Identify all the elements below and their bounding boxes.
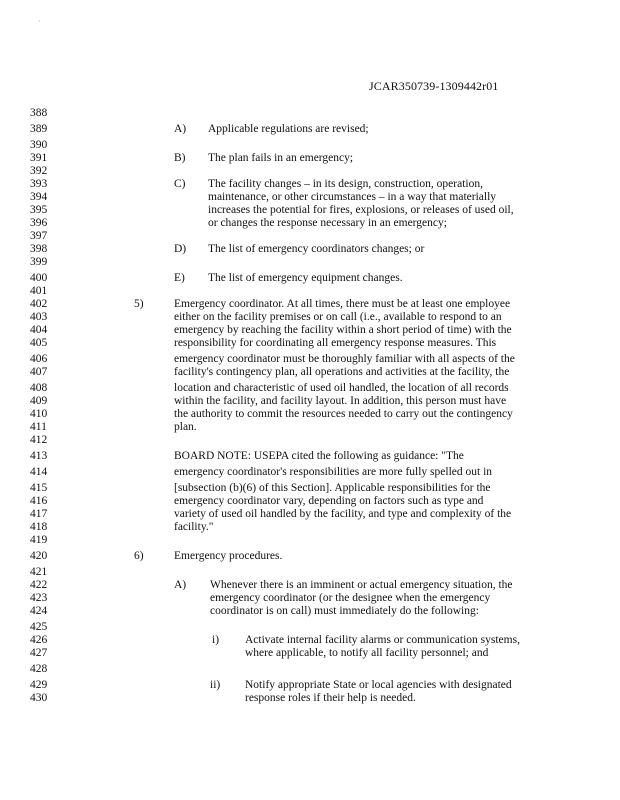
section-text-line: emergency coordinator must be thoroughly familiar with all aspects of the <box>174 353 515 365</box>
item-label: A) <box>174 123 187 135</box>
section-text-line: facility's contingency plan, all operations and activities at the facility, the <box>174 366 510 378</box>
subitem-text-line: response roles if their help is needed. <box>245 692 416 704</box>
section-text-line: within the facility, and facility layout. In addition, this person must have <box>174 395 507 407</box>
line-number: 400 <box>30 272 48 284</box>
item-label: A) <box>174 579 187 591</box>
board-note-line: facility." <box>174 521 214 533</box>
line-number: 414 <box>30 466 48 478</box>
corner-mark: · <box>38 17 41 26</box>
line-number: 395 <box>30 204 48 216</box>
section-label: 6) <box>134 550 144 562</box>
board-note-line: [subsection (b)(6) of this Section]. Applicable responsibilities for the <box>174 482 491 494</box>
line-number: 415 <box>30 482 48 494</box>
section-text-line: either on the facility premises or on call (i.e., available to respond to an <box>174 311 502 323</box>
section-label: 5) <box>134 298 144 310</box>
subitem-text-line: Notify appropriate State or local agencies with designated <box>245 679 512 691</box>
line-number: 423 <box>30 592 48 604</box>
line-number: 396 <box>30 217 48 229</box>
line-number: 420 <box>30 550 48 562</box>
line-number: 416 <box>30 495 48 507</box>
line-number: 404 <box>30 324 48 336</box>
item-text: The list of emergency coordinators changes; or <box>208 243 425 255</box>
line-number: 401 <box>30 285 48 297</box>
section-text-line: Emergency coordinator. At all times, there must be at least one employee <box>174 298 511 310</box>
board-note-line: emergency coordinator's responsibilities are more fully spelled out in <box>174 466 493 478</box>
line-number: 408 <box>30 382 48 394</box>
section-text-line: emergency by reaching the facility within a short period of time) with the <box>174 324 512 336</box>
item-text-line: or changes the response necessary in an emergency; <box>208 217 447 229</box>
line-number: 426 <box>30 634 48 646</box>
section-text-line: the authority to commit the resources needed to carry out the contingency <box>174 408 513 420</box>
item-text-line: coordinator is on call) must immediately do the following: <box>210 605 479 617</box>
line-number: 399 <box>30 256 48 268</box>
subitem-text-line: Activate internal facility alarms or communication systems, <box>245 634 520 646</box>
item-text: Applicable regulations are revised; <box>208 123 369 135</box>
section-heading: Emergency procedures. <box>174 550 283 562</box>
item-text-line: maintenance, or other circumstances – in a way that materially <box>208 191 497 203</box>
item-label: E) <box>174 272 185 284</box>
line-number: 425 <box>30 621 48 633</box>
line-number: 402 <box>30 298 48 310</box>
line-number: 411 <box>30 421 47 433</box>
line-number: 418 <box>30 521 48 533</box>
line-number: 405 <box>30 337 48 349</box>
subitem-label: ii) <box>210 679 221 691</box>
item-text-line: The facility changes – in its design, construction, operation, <box>208 178 483 190</box>
line-number: 397 <box>30 230 48 242</box>
board-note-line: variety of used oil handled by the facility, and type and complexity of the <box>174 508 512 520</box>
line-number: 429 <box>30 679 48 691</box>
line-number: 407 <box>30 366 48 378</box>
line-number: 388 <box>30 107 48 119</box>
line-number: 427 <box>30 647 48 659</box>
subitem-text-line: where applicable, to notify all facility personnel; and <box>245 647 489 659</box>
line-number: 389 <box>30 123 48 135</box>
line-number: 412 <box>30 434 48 446</box>
line-number: 430 <box>30 692 48 704</box>
line-number: 394 <box>30 191 48 203</box>
line-number: 398 <box>30 243 48 255</box>
line-number: 413 <box>30 450 48 462</box>
board-note-line: emergency coordinator vary, depending on factors such as type and <box>174 495 484 507</box>
line-number: 390 <box>30 139 48 151</box>
document-id: JCAR350739-1309442r01 <box>369 79 499 93</box>
item-label: D) <box>174 243 187 255</box>
item-label: B) <box>174 152 186 164</box>
line-number: 393 <box>30 178 48 190</box>
line-number: 392 <box>30 165 48 177</box>
item-label: C) <box>174 178 186 190</box>
line-number: 417 <box>30 508 48 520</box>
line-number: 410 <box>30 408 48 420</box>
line-number: 422 <box>30 579 48 591</box>
line-number: 403 <box>30 311 48 323</box>
line-number: 406 <box>30 353 48 365</box>
item-text: The plan fails in an emergency; <box>208 152 354 164</box>
item-text-line: increases the potential for fires, explosions, or releases of used oil, <box>208 204 514 216</box>
line-number: 419 <box>30 534 48 546</box>
item-text: The list of emergency equipment changes. <box>208 272 403 284</box>
item-text-line: emergency coordinator (or the designee when the emergency <box>210 592 491 604</box>
section-text-line: location and characteristic of used oil handled, the location of all records <box>174 382 509 394</box>
section-text-line: plan. <box>174 421 197 433</box>
item-text-line: Whenever there is an imminent or actual emergency situation, the <box>210 579 513 591</box>
subitem-label: i) <box>212 634 220 646</box>
line-number: 424 <box>30 605 48 617</box>
line-number: 409 <box>30 395 48 407</box>
board-note-line: BOARD NOTE: USEPA cited the following as guidance: "The <box>174 450 464 462</box>
section-text-line: responsibility for coordinating all emergency response measures. This <box>174 337 497 349</box>
line-number: 391 <box>30 152 48 164</box>
line-number: 428 <box>30 663 48 675</box>
line-number: 421 <box>30 566 48 578</box>
